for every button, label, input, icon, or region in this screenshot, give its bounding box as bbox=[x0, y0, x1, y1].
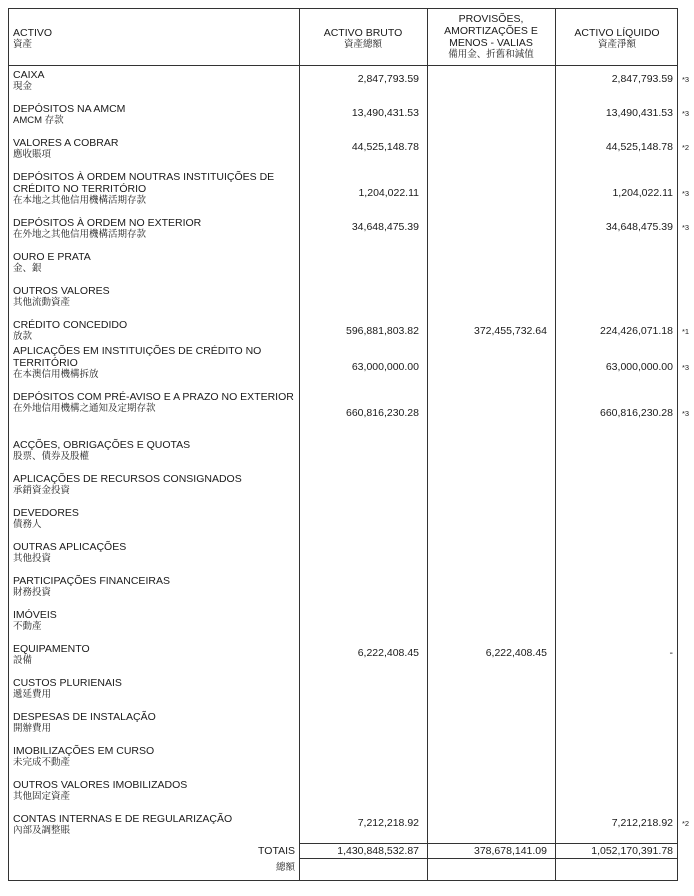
row-label bbox=[13, 677, 295, 701]
activo-bruto-value: 660,816,230.28 bbox=[346, 407, 419, 419]
row-label bbox=[13, 345, 295, 381]
row-label-zh: 在外地之其他信用機構活期存款 bbox=[13, 229, 147, 240]
header-provisoes bbox=[427, 13, 555, 69]
balance-sheet-table bbox=[8, 8, 690, 881]
row-label-zh: 放款 bbox=[13, 331, 33, 342]
row-label-pt: OURO E PRATA bbox=[13, 251, 91, 263]
activo-liquido-value: 224,426,071.18 bbox=[600, 325, 673, 337]
row-label-zh: 應收賬項 bbox=[13, 149, 52, 160]
row-label-zh: 在本澳信用機構拆放 bbox=[13, 369, 99, 380]
totals-divider bbox=[299, 843, 677, 844]
row-label bbox=[13, 745, 295, 769]
activo-bruto-value: 44,525,148.78 bbox=[351, 141, 419, 153]
activo-bruto-value: 34,648,475.39 bbox=[351, 221, 419, 233]
row-label-pt: EQUIPAMENTO bbox=[13, 643, 90, 655]
row-label bbox=[13, 643, 295, 667]
row-label bbox=[13, 391, 295, 415]
header-bruto-zh: 資產總額 bbox=[343, 39, 382, 50]
column-divider bbox=[427, 9, 428, 880]
header-liq-zh: 資產淨額 bbox=[597, 39, 636, 50]
row-label-pt: DEPÓSITOS À ORDEM NO EXTERIOR bbox=[13, 217, 202, 229]
row-label-zh: 其他流動資產 bbox=[13, 297, 71, 308]
row-label bbox=[13, 319, 295, 343]
activo-liquido-value: 660,816,230.28 bbox=[600, 407, 673, 419]
row-label bbox=[13, 473, 295, 497]
totals-divider bbox=[299, 858, 677, 859]
row-label-pt: OUTRAS APLICAÇÕES bbox=[13, 541, 127, 553]
footnote-marker: *3 bbox=[682, 109, 690, 118]
totals-label: TOTAIS bbox=[258, 845, 295, 857]
row-label bbox=[13, 813, 295, 837]
row-label bbox=[13, 541, 295, 565]
provisoes-value: 6,222,408.45 bbox=[485, 647, 547, 659]
column-divider bbox=[555, 9, 556, 880]
row-label bbox=[13, 507, 295, 531]
row-label-pt: CONTAS INTERNAS E DE REGULARIZAÇÃO bbox=[13, 813, 233, 825]
total-provisoes: 378,678,141.09 bbox=[474, 845, 547, 857]
activo-liquido-value: 1,204,022.11 bbox=[612, 187, 673, 199]
row-label bbox=[13, 251, 295, 275]
row-label bbox=[13, 439, 295, 463]
row-label-pt: DEVEDORES bbox=[13, 507, 79, 519]
activo-bruto-value: 2,847,793.59 bbox=[357, 73, 419, 85]
header-prov-pt3: MENOS - VALIAS bbox=[449, 37, 533, 49]
row-label-zh: 未完成不動產 bbox=[13, 757, 71, 768]
activo-bruto-value: 596,881,803.82 bbox=[346, 325, 419, 337]
row-label bbox=[13, 69, 295, 93]
row-label-pt: DESPESAS DE INSTALAÇÃO bbox=[13, 711, 156, 723]
footnote-marker: *2 bbox=[682, 143, 690, 152]
row-label-pt: DEPÓSITOS COM PRÉ-AVISO E A PRAZO NO EXTERIOR bbox=[13, 391, 294, 403]
row-label bbox=[13, 137, 295, 161]
activo-liquido-value: 63,000,000.00 bbox=[605, 361, 673, 373]
row-label-zh: AMCM 存款 bbox=[13, 115, 64, 126]
header-bruto-pt: ACTIVO BRUTO bbox=[323, 27, 403, 39]
activo-liquido-value: 2,847,793.59 bbox=[611, 73, 673, 85]
header-activo-pt: ACTIVO bbox=[13, 27, 53, 39]
row-label-zh: 設備 bbox=[13, 655, 33, 666]
activo-liquido-value: 7,212,218.92 bbox=[611, 817, 673, 829]
activo-bruto-value: 7,212,218.92 bbox=[357, 817, 419, 829]
row-label-pt: IMÓVEIS bbox=[13, 609, 57, 621]
row-label-pt: APLICAÇÕES EM INSTITUIÇÕES DE CRÉDITO NO TERRITÓRIO bbox=[13, 345, 262, 369]
total-liquido: 1,052,170,391.78 bbox=[591, 845, 673, 857]
row-label-zh: 遞延費用 bbox=[13, 689, 52, 700]
row-label-zh: 在本地之其他信用機構活期存款 bbox=[13, 195, 147, 206]
row-label-zh: 財務投資 bbox=[13, 587, 52, 598]
activo-bruto-value: 1,204,022.11 bbox=[358, 187, 419, 199]
row-label-zh: 其他投資 bbox=[13, 553, 52, 564]
activo-liquido-value: 34,648,475.39 bbox=[605, 221, 673, 233]
activo-bruto-value: 6,222,408.45 bbox=[357, 647, 419, 659]
footnote-marker: *1 bbox=[682, 327, 690, 336]
activo-bruto-value: 63,000,000.00 bbox=[351, 361, 419, 373]
row-label-pt: DEPÓSITOS À ORDEM NOUTRAS INSTITUIÇÕES DE CRÉDITO NO TERRITÓRIO bbox=[13, 171, 275, 195]
footnote-marker: *3 bbox=[682, 189, 690, 198]
header-prov-pt2: AMORTIZAÇÕES E bbox=[444, 25, 538, 37]
row-label-pt: ACÇÕES, OBRIGAÇÕES E QUOTAS bbox=[13, 439, 191, 451]
row-label bbox=[13, 711, 295, 735]
row-label-zh: 債務人 bbox=[13, 519, 42, 530]
row-label-pt: OUTROS VALORES IMOBILIZADOS bbox=[13, 779, 188, 791]
row-label-pt: IMOBILIZAÇÕES EM CURSO bbox=[13, 745, 155, 757]
row-label-pt: OUTROS VALORES bbox=[13, 285, 110, 297]
footnote-marker: *3 bbox=[682, 223, 690, 232]
row-label-zh: 股票、債券及股權 bbox=[13, 451, 90, 462]
row-label-zh: 承銷資金投資 bbox=[13, 485, 71, 496]
row-label-pt: DEPÓSITOS NA AMCM bbox=[13, 103, 126, 115]
activo-liquido-value: 13,490,431.53 bbox=[605, 107, 673, 119]
row-label-zh: 開辦費用 bbox=[13, 723, 52, 734]
row-label bbox=[13, 285, 295, 309]
header-activo-zh: 資產 bbox=[13, 39, 33, 50]
row-label-pt: CUSTOS PLURIENAIS bbox=[13, 677, 122, 689]
row-label bbox=[13, 575, 295, 599]
row-label-zh: 金、銀 bbox=[13, 263, 42, 274]
row-label-pt: VALORES A COBRAR bbox=[13, 137, 119, 149]
row-label-pt: CRÉDITO CONCEDIDO bbox=[13, 319, 128, 331]
footnote-marker: *3 bbox=[682, 363, 690, 372]
row-label-zh: 其他固定資產 bbox=[13, 791, 71, 802]
activo-bruto-value: 13,490,431.53 bbox=[351, 107, 419, 119]
row-label bbox=[13, 103, 295, 127]
header-prov-zh: 備用金、折舊和減值 bbox=[448, 49, 534, 60]
totals-label-zh: 總額 bbox=[275, 862, 295, 873]
footnote-marker: *2 bbox=[682, 819, 690, 828]
row-label bbox=[13, 609, 295, 633]
row-label bbox=[13, 217, 295, 241]
row-label bbox=[13, 779, 295, 803]
provisoes-value: 372,455,732.64 bbox=[474, 325, 547, 337]
row-label-pt: PARTICIPAÇÕES FINANCEIRAS bbox=[13, 575, 170, 587]
column-divider bbox=[299, 9, 300, 880]
header-prov-pt1: PROVISÕES, bbox=[458, 13, 524, 25]
footnote-marker: *3 bbox=[682, 409, 690, 418]
row-label-pt: CAIXA bbox=[13, 69, 45, 81]
header-liq-pt: ACTIVO LÍQUIDO bbox=[574, 27, 660, 39]
total-bruto: 1,430,848,532.87 bbox=[337, 845, 419, 857]
activo-liquido-value: 44,525,148.78 bbox=[605, 141, 673, 153]
row-label-pt: APLICAÇÕES DE RECURSOS CONSIGNADOS bbox=[13, 473, 242, 485]
activo-liquido-value: - bbox=[669, 647, 673, 659]
row-label bbox=[13, 171, 295, 207]
footnote-marker: *3 bbox=[682, 75, 690, 84]
row-label-zh: 在外地信用機構之通知及定期存款 bbox=[13, 403, 156, 414]
row-label-zh: 內部及調整賬 bbox=[13, 825, 71, 836]
row-label-zh: 不動產 bbox=[13, 621, 42, 632]
row-label-zh: 現金 bbox=[13, 81, 33, 92]
